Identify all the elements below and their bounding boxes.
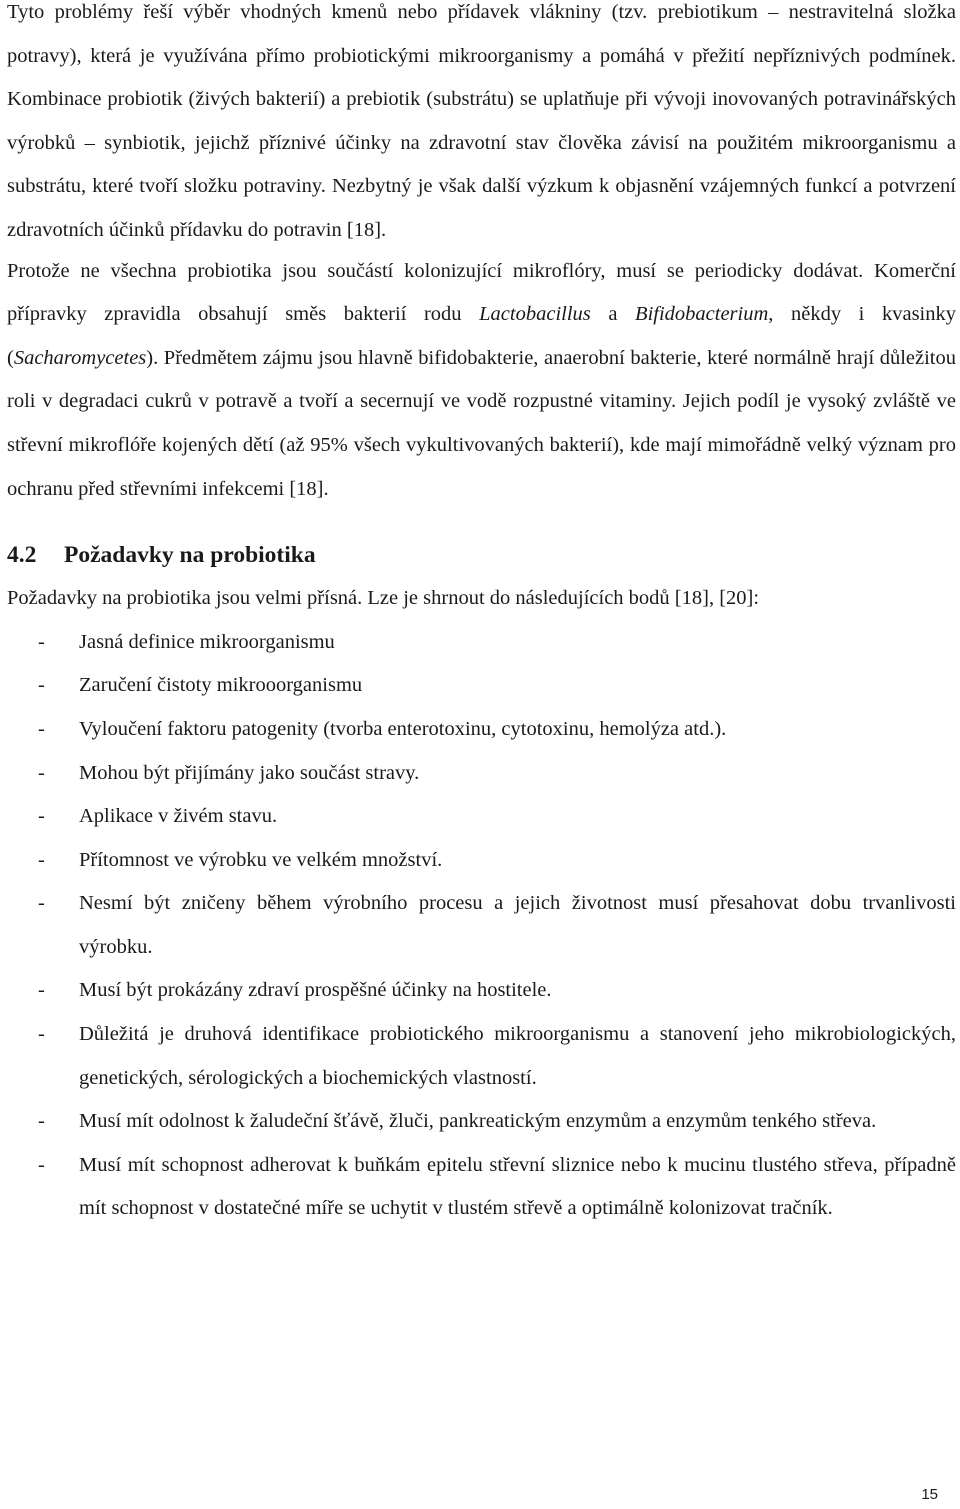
list-item-text: Důležitá je druhová identifikace probiotického mikroorganismu a stanovení jeho mikrobiologických, genetických, sérologických a biochemických vlastností. <box>79 1023 956 1089</box>
list-bullet: - <box>38 1153 45 1176</box>
list-item <box>7 839 956 883</box>
list-item-text: Nesmí být zničeny během výrobního procesu a jejich životnost musí přesahovat dobu trvanlivosti výrobku. <box>79 892 956 958</box>
list-item-text: Mohou být přijímány jako součást stravy. <box>79 761 420 784</box>
list-bullet: - <box>38 1023 45 1046</box>
list-item <box>7 752 956 796</box>
commercial-preparations-paragraph <box>7 250 956 512</box>
paragraph-text-part: a <box>590 303 636 326</box>
list-bullet: - <box>38 848 45 871</box>
requirements-list <box>7 621 956 1231</box>
list-bullet: - <box>38 674 45 697</box>
list-bullet: - <box>38 979 45 1002</box>
list-item <box>7 969 956 1013</box>
list-item <box>7 664 956 708</box>
list-item-text: Musí mít odolnost k žaludeční šťávě, žluči, pankreatickým enzymům a enzymům tenkého střeva. <box>79 1110 877 1133</box>
list-item-text: Jasná definice mikroorganismu <box>79 630 335 653</box>
list-bullet: - <box>38 630 45 653</box>
list-bullet: - <box>38 805 45 828</box>
genus-bifidobacterium: Bifidobacterium <box>635 303 769 326</box>
paragraph-text-part: Protože ne všechna probiotika jsou součástí kolonizující mikroflóry, musí se periodicky dodávat. Komerční přípravky zpravidla obsahují směs bakterií rodu <box>7 259 956 326</box>
list-item <box>7 1100 956 1144</box>
list-item-text: Aplikace v živém stavu. <box>79 805 278 828</box>
paragraph-text-part: , někdy i kvasinky ( <box>7 303 956 369</box>
section-title: Požadavky na probiotika <box>64 542 316 569</box>
list-item <box>7 708 956 752</box>
intro-paragraph <box>7 0 956 253</box>
list-item <box>7 621 956 665</box>
section-lead-text: Požadavky na probiotika jsou velmi přísná. Lze je shrnout do následujících bodů [18], [20]: <box>7 587 760 610</box>
list-item-text: Přítomnost ve výrobku ve velkém množství. <box>79 848 443 871</box>
list-bullet: - <box>38 892 45 915</box>
list-item <box>7 1013 956 1100</box>
list-bullet: - <box>38 1110 45 1133</box>
document-page <box>7 0 956 1231</box>
list-bullet: - <box>38 717 45 740</box>
list-item <box>7 1144 956 1231</box>
section-number: 4.2 <box>7 542 37 569</box>
genus-lactobacillus: Lactobacillus <box>479 303 591 326</box>
page-number: 15 <box>921 1486 938 1503</box>
paragraph-text-part: ). Předmětem zájmu jsou hlavně bifidobakterie, anaerobní bakterie, které normálně hrají důležitou roli v degradaci cukrů v potravě a tvoří a secernují ve vodě rozpustné vitaminy. Jejich podíl je vysoký zvláště ve střevní mikroflóře kojených dětí (až 95% všech vykultivovaných bakterií), kde mají mimořádně velký význam pro ochranu před střevními infekcemi [18]. <box>7 346 956 500</box>
list-item <box>7 882 956 969</box>
list-item-text: Zaručení čistoty mikrooorganismu <box>79 674 363 697</box>
section-lead-paragraph <box>7 577 956 621</box>
section-heading <box>7 530 956 580</box>
list-item-text: Vyloučení faktoru patogenity (tvorba enterotoxinu, cytotoxinu, hemolýza atd.). <box>79 717 727 740</box>
list-item-text: Musí mít schopnost adherovat k buňkám epitelu střevní sliznice nebo k mucinu tlustého střeva, případně mít schopnost v dostatečné míře se uchytit v tlustém střevě a optimálně kolonizovat tračník. <box>79 1153 956 1220</box>
list-item-text: Musí být prokázány zdraví prospěšné účinky na hostitele. <box>79 979 552 1002</box>
intro-paragraph-text: Tyto problémy řeší výběr vhodných kmenů nebo přídavek vlákniny (tzv. prebiotikum – nestravitelná složka potravy), která je využívána přímo probiotickými mikroorganismy a pomáhá v přežití nepříznivých podmínek. Kombinace probiotik (živých bakterií) a prebiotik (substrátu) se uplatňuje při vývoji inovovaných potravinářských výrobků – synbiotik, jejichž příznivé účinky na zdravotní stav člověka závisí na použitém mikroorganismu a substrátu, které tvoří složku potraviny. Nezbytný je však další výzkum k objasnění vzájemných funkcí a potvrzení zdravotních účinků přídavku do potravin [18]. <box>7 1 956 241</box>
list-bullet: - <box>38 761 45 784</box>
genus-sacharomycetes: Sacharomycetes <box>13 346 147 369</box>
list-item <box>7 795 956 839</box>
